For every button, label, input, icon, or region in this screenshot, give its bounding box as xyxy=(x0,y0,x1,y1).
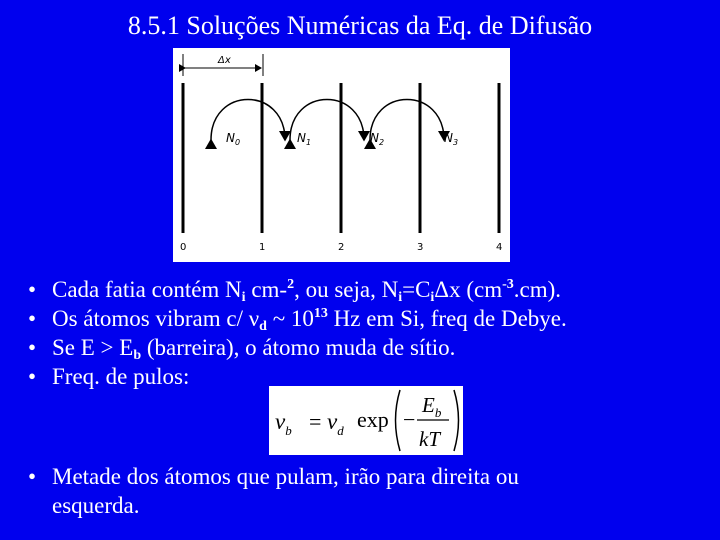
n1-label: N xyxy=(297,131,306,145)
delta-x-label: Δx xyxy=(218,55,231,66)
jump-arc-2-3 xyxy=(370,100,444,141)
n1-subscript: 1 xyxy=(305,138,312,147)
formula-right-paren xyxy=(454,390,459,451)
formula-minus: − xyxy=(403,407,416,432)
n2-subscript: 2 xyxy=(378,138,385,147)
n3-subscript: 3 xyxy=(452,138,459,147)
n0-label: N xyxy=(226,131,235,145)
diffusion-lattice-diagram xyxy=(173,48,510,262)
svg-text:N1 xyxy=(297,131,311,147)
bullet-text-barrier: Se $E > E_b$ (barreira), o átomo muda de sítio. xyxy=(52,335,456,363)
bullet-mark: • xyxy=(28,364,37,389)
page-title: 8.5.1 Soluções Numéricas da Eq. de Difusão xyxy=(127,11,593,40)
formula-exp: exp xyxy=(357,407,389,432)
position-0: 0 xyxy=(180,242,187,253)
bullet-text-half-atoms: Metade dos átomos que pulam, irão para direita ou esquerda. xyxy=(52,464,519,518)
jump-arc-0-1 xyxy=(211,100,285,141)
n3-label: N xyxy=(444,131,453,145)
bullet-text-atoms-vibrate: Os átomos vibram c/ $\nu_d$ ~ $10^{13}$ Hz em Si, freq de Debye. xyxy=(52,306,567,334)
svg-text:N3 xyxy=(444,131,458,147)
formula-numerator: $E_b$ xyxy=(422,393,442,420)
n0-subscript: 0 xyxy=(234,138,241,147)
bullet-text-jump-frequency: Freq. de pulos: xyxy=(52,364,190,389)
formula-equals: = xyxy=(309,409,322,434)
bullet-text-slice-content: Cada fatia contém $N_i$ cm-$^2$, ou seja, $N_i=C_i\Delta x$ $(cm^{-3}.cm)$. xyxy=(52,277,562,305)
position-2: 2 xyxy=(338,242,345,253)
position-1: 1 xyxy=(259,242,266,253)
svg-text:N2 xyxy=(370,131,384,147)
bullet-mark: • xyxy=(28,306,37,331)
bullet-mark: • xyxy=(28,277,37,302)
formula-denominator: kT xyxy=(419,427,440,451)
n2-label: N xyxy=(370,131,379,145)
bullet-mark: • xyxy=(28,335,37,360)
bullet-mark: • xyxy=(28,464,37,489)
formula-nu-d: $\nu_d$ xyxy=(327,409,344,438)
formula-left-paren xyxy=(396,390,401,451)
formula-nu-b: $\nu_b$ xyxy=(275,409,292,438)
jump-frequency-formula xyxy=(269,386,463,455)
position-4: 4 xyxy=(496,242,503,253)
svg-text:N0 xyxy=(226,131,240,147)
position-3: 3 xyxy=(417,242,424,253)
